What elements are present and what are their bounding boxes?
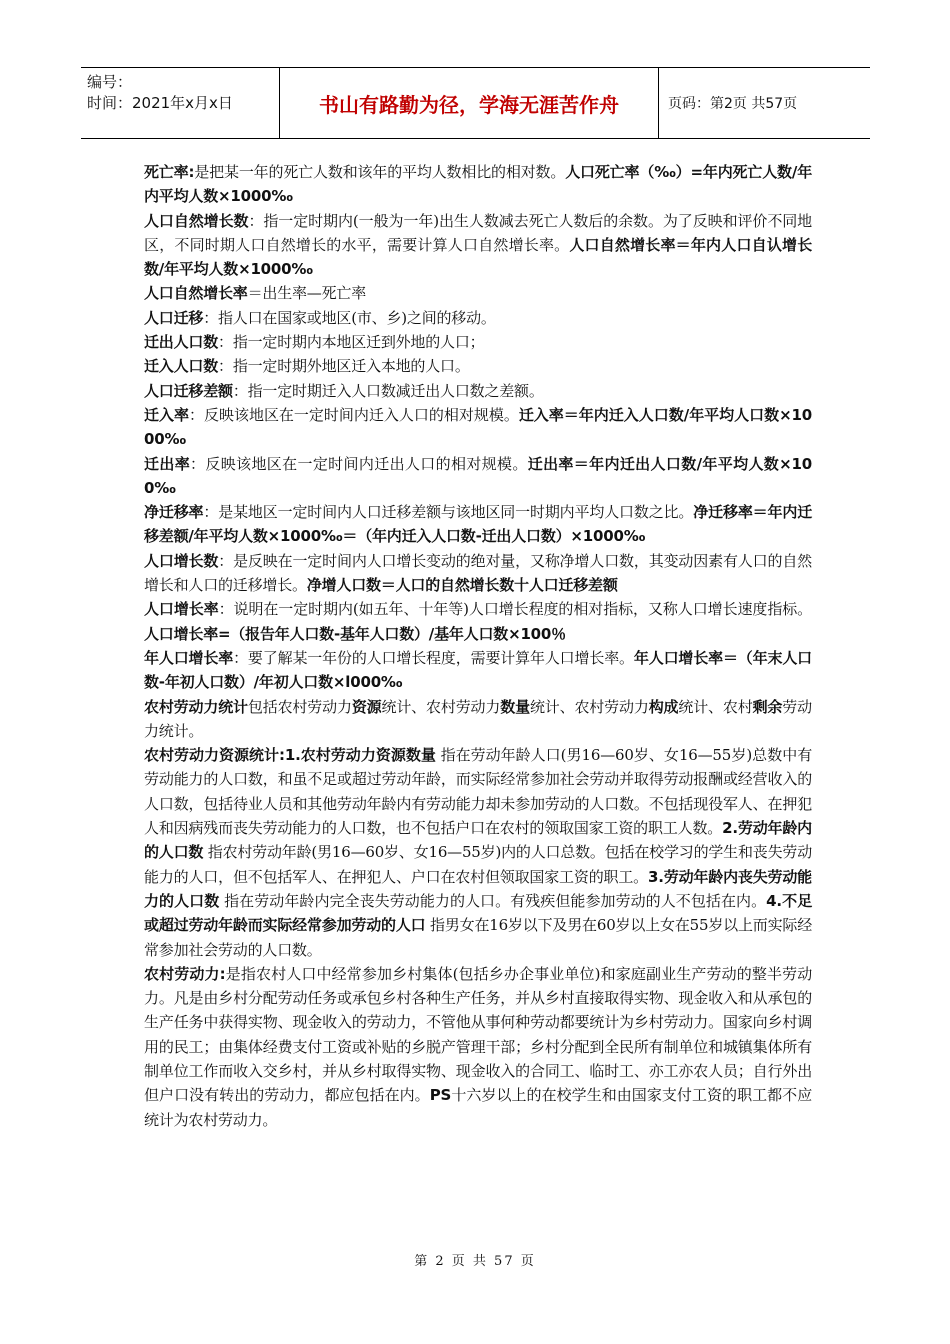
bold-term: 农村劳动力统计	[144, 697, 248, 716]
bold-term: 人口迁移差额	[144, 381, 233, 400]
bold-term: 人口死亡率（‰）=年内死亡人数/年内平均人数×1000‰	[144, 163, 812, 206]
bold-term: 农村劳动力资源统计:1.农村劳动力资源数量	[144, 746, 436, 765]
bold-term: 迁出人口数	[144, 333, 219, 352]
header-motto: 书山有路勤为径，学海无涯苦作舟	[279, 68, 659, 138]
bold-term: 死亡率:	[144, 163, 195, 181]
paragraph	[144, 500, 812, 549]
bold-term: 年人口增长率＝（年末人口数-年初人口数）/年初人口数×l000‰	[144, 648, 812, 692]
text-run: 指在劳动年龄内完全丧失劳动能力的人口。有残疾但能参加劳动的人不包括在内。	[219, 891, 767, 910]
text-run: ：是反映在一定时间内人口增长变动的绝对量，又称净增人口数，其变动因素有人口的自然增长和人口的迁移增长。	[144, 551, 812, 595]
bold-term: 人口自然增长数	[144, 211, 249, 230]
paragraph	[144, 452, 812, 501]
bold-term: 迁入人口数	[144, 357, 219, 376]
paragraph	[144, 306, 812, 330]
text-run: ：反映该地区在一定时间内迁入人口的相对规模。	[188, 405, 519, 424]
text-run: ：反映该地区在一定时间内迁出人口的相对规模。	[190, 454, 528, 473]
bold-term: 人口增长率=（报告年人口数-基年人口数）/基年人口数×100％	[144, 624, 566, 643]
text-run: 劳动力统计。	[144, 697, 812, 740]
bold-term: 人口迁移	[144, 308, 204, 327]
text-run: 包括农村劳动力	[247, 697, 352, 716]
text-run: ：指人口在国家或地区(市、乡)之间的移动。	[203, 308, 496, 327]
text-run: ＝出生率—死亡率	[247, 284, 367, 303]
page-header	[81, 67, 870, 139]
text-run: ：要了解某一年份的人口增长程度，需要计算年人口增长率。	[233, 648, 634, 667]
text-run: 指农村劳动年龄(男16—60岁、女16—55岁)内的人口总数。包括在校学习的学生和丧失劳动能力的人口，但不包括军人、在押犯人、户口在农村但领取国家工资的职工。	[144, 843, 812, 886]
paragraph	[144, 597, 812, 646]
bold-term: 人口自然增长率	[144, 284, 248, 303]
paragraph	[144, 209, 812, 282]
bold-term: 迁出率	[144, 454, 191, 473]
header-page-info: 页码：第2页 共57页	[668, 96, 798, 112]
paragraph	[144, 281, 812, 305]
text-run: 是把某一年的死亡人数和该年的平均人数相比的相对数。	[194, 163, 566, 181]
text-run: 指男女在16岁以下及男在60岁以上女在55岁以上而实际经常参加社会劳动的人口数。	[144, 916, 813, 959]
paragraph	[144, 160, 812, 209]
text-run: ：指一定时期外地区迁入本地的人口。	[218, 357, 470, 376]
text-run: 统计、农村劳动力	[381, 697, 501, 716]
paragraph	[144, 962, 812, 1132]
bold-term: 农村劳动力:	[144, 964, 226, 983]
page-footer: 第 2 页 共 57 页	[414, 1254, 536, 1269]
text-run: 十六岁以上的在校学生和由国家支付工资的职工都不应统计为农村劳动力。	[144, 1086, 813, 1129]
bold-term: 迁入率	[144, 405, 189, 424]
text-run: 统计、农村劳动力	[529, 697, 649, 716]
text-run: 是指农村人口中经常参加乡村集体(包括乡办企事业单位)和家庭副业生产劳动的整半劳动力。凡是由乡村分配劳动任务或承包乡村各种生产任务，并从乡村直接取得实物、现金收入和从承包的生产任务中获得实物、现金收入的劳动力，不管他从事何种劳动都要统计为乡村劳动力。国家向乡村调用的民工；由集体经费支付工资或补贴的乡脱产管理干部；乡村分配到全民所有制单位和城镇集体所有制单位工作而收入交乡村，并从乡村取得实物、现金收入的合同工、临时工、亦工亦农人员；自行外出但户口没有转出的劳动力，都应包括在内。	[144, 964, 812, 1105]
text-run: ：指一定时期迁入人口数减迁出人口数之差额。	[232, 381, 544, 400]
bold-term: 迁出率＝年内迁出人口数/年平均人数×100‰	[144, 454, 812, 497]
text-run: 统计、农村	[678, 697, 753, 716]
text-run: ：指一定时期内(一般为一年)出生人数减去死亡人数后的余数。为了反映和评价不同地区，不同时期人口自然增长的水平，需要计算人口自然增长率。	[144, 211, 812, 254]
paragraph	[144, 330, 812, 354]
bold-term: 净增人口数＝人口的自然增长数十人口迁移差额	[306, 576, 618, 595]
bold-term: 净迁移率＝年内迁移差额/年平均人数×1000‰＝（年内迁入人口数-迁出人口数）×1000‰	[144, 503, 813, 546]
bold-term: 数量	[500, 697, 530, 716]
bold-term: 人口自然增长率＝年内人口自认增长数/年平均人数×1000‰	[144, 235, 812, 279]
paragraph	[144, 743, 812, 962]
text-run: ：说明在一定时期内(如五年、十年等)人口增长程度的相对指标，又称人口增长速度指标。	[218, 600, 812, 619]
bold-term: 3.劳动年龄内丧失劳动能力的人口数	[144, 867, 812, 910]
text-run: 指在劳动年龄人口(男16—60岁、女16—55岁)总数中有劳动能力的人口数，和虽不足或超过劳动年龄，而实际经常参加社会劳动并取得劳动报酬或经营收入的人口数，包括待业人员和其他劳动年龄内有劳动能力却未参加劳动的人口数。不包括现役军人、在押犯人和因病残而丧失劳动能力的人口数，也不包括户口在农村的领取国家工资的职工人数。	[144, 746, 813, 838]
bold-term: 资源	[351, 697, 382, 716]
bold-term: PS	[429, 1086, 452, 1105]
bold-term: 年人口增长率	[144, 648, 234, 667]
paragraph	[144, 403, 812, 452]
bold-term: 2.劳动年龄内的人口数	[144, 819, 812, 862]
paragraph	[144, 379, 812, 403]
bold-term: 4.不足或超过劳动年龄而实际经常参加劳动的人口	[144, 891, 812, 935]
paragraph	[144, 549, 812, 598]
bold-term: 人口增长率	[144, 600, 219, 619]
paragraph	[144, 354, 812, 378]
bold-term: 迁入率＝年内迁入人口数/年平均人口数×1000‰	[144, 405, 812, 449]
text-run: ：是某地区一定时间内人口迁移差额与该地区同一时期内平均人口数之比。	[203, 503, 694, 522]
bold-term: 人口增长数	[144, 551, 219, 570]
bold-term: 净迁移率	[144, 503, 204, 522]
text-run: ：指一定时期内本地区迁到外地的人口；	[218, 333, 485, 352]
paragraph	[144, 695, 812, 744]
document-body	[144, 160, 812, 1132]
bold-term: 构成	[648, 697, 679, 716]
document-number-label: 编号：	[87, 73, 133, 91]
bold-term: 剩余	[752, 697, 783, 716]
header-meta	[81, 68, 279, 138]
paragraph	[144, 646, 812, 695]
document-time-label: 时间：2021年x月x日	[87, 94, 233, 112]
